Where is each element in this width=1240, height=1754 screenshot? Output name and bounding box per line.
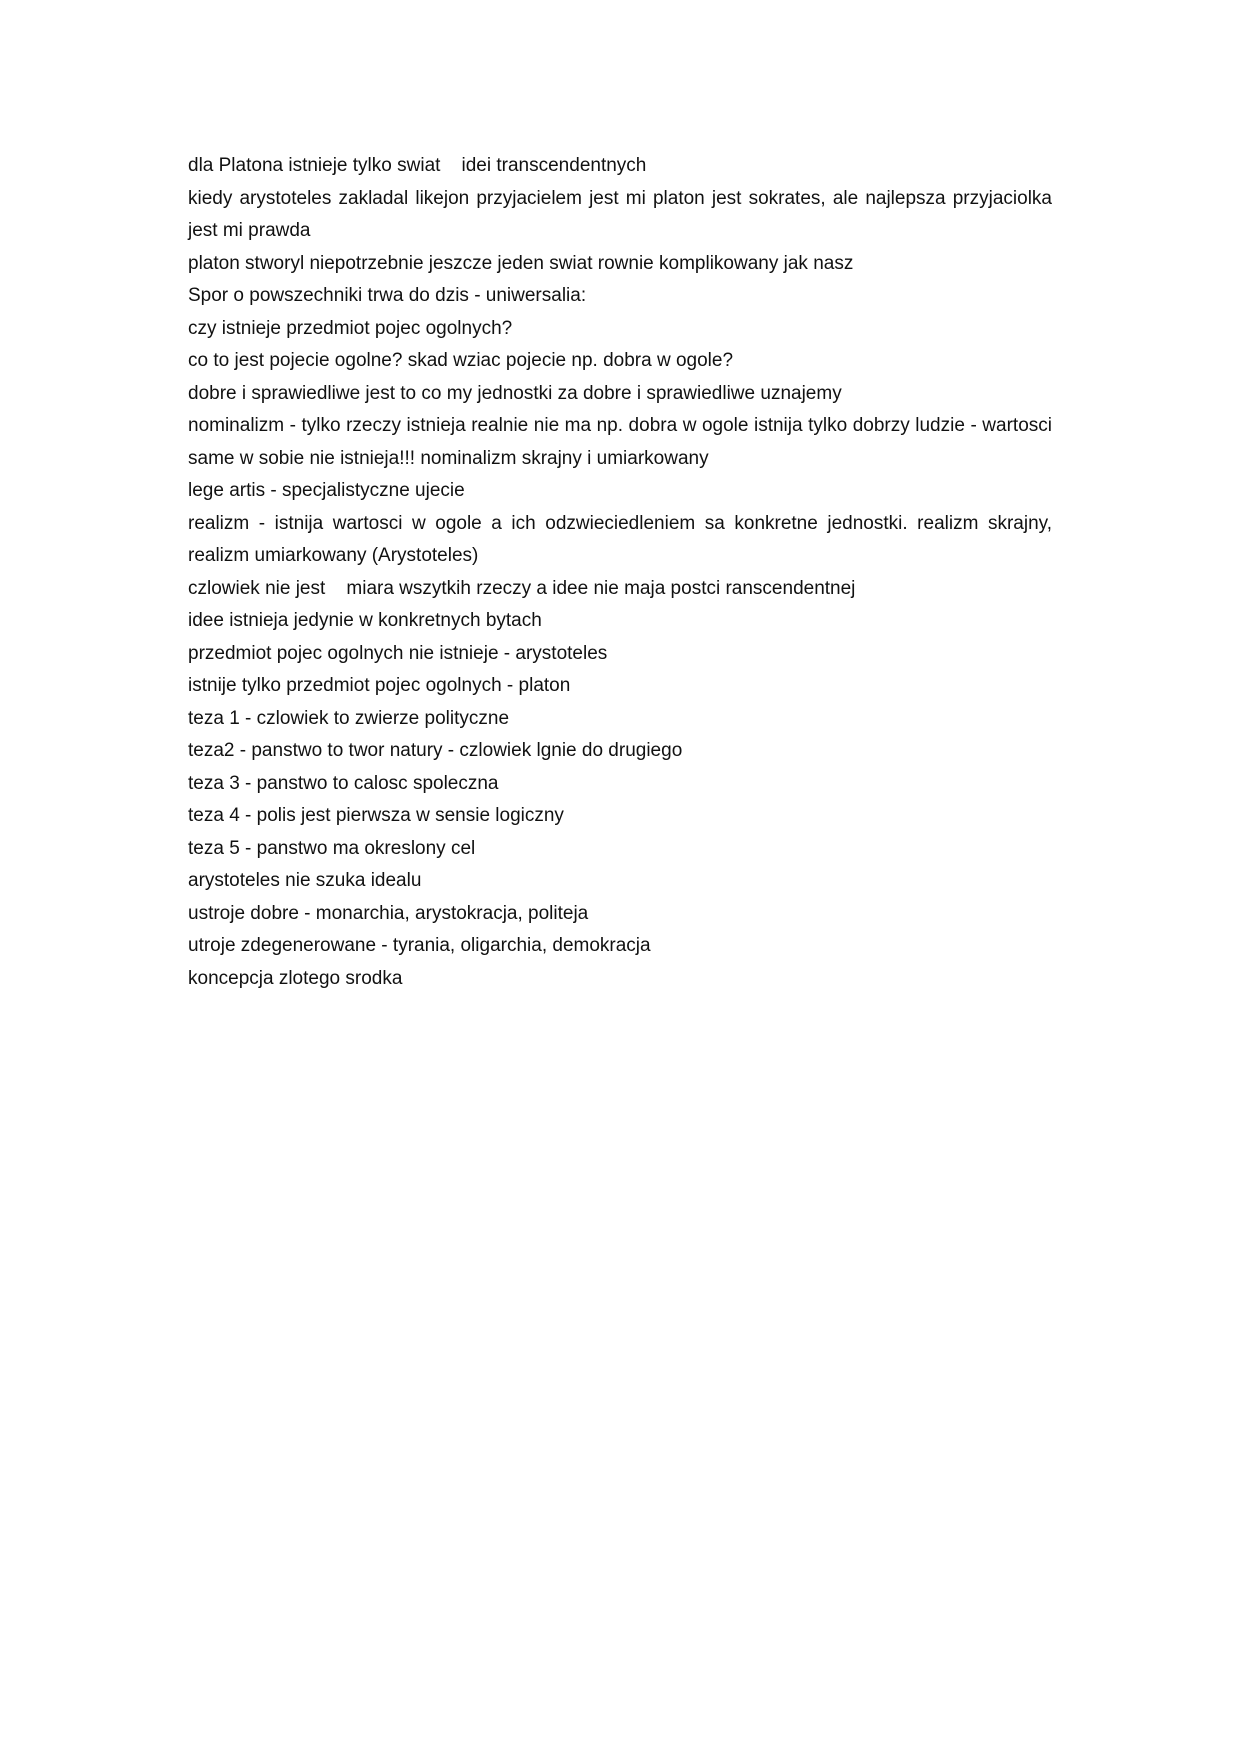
paragraph: Spor o powszechniki trwa do dzis - uniwersalia: [188, 285, 587, 306]
paragraph: arystoteles nie szuka idealu [188, 870, 422, 891]
paragraph: ustroje dobre - monarchia, arystokracja, politeja [188, 902, 589, 924]
paragraph: dla Platona istnieje tylko swiat idei transcendentnych [188, 155, 647, 176]
paragraph: koncepcja zlotego srodka [188, 967, 403, 989]
paragraph: lege artis - specjalistyczne ujecie [188, 480, 465, 501]
paragraph: teza2 - panstwo to twor natury - czlowiek lgnie do drugiego [188, 740, 683, 761]
document-body [188, 150, 1058, 995]
paragraph: kiedy arystoteles zakladal likejon przyjacielem jest mi platon jest sokrates, ale najlepsza przyjaciolka jest mi prawda [188, 187, 1058, 241]
paragraph: utroje zdegenerowane - tyrania, oligarchia, demokracja [188, 935, 651, 956]
paragraph: co to jest pojecie ogolne? skad wziac pojecie np. dobra w ogole? [188, 350, 734, 371]
paragraph: czy istnieje przedmiot pojec ogolnych? [188, 317, 513, 339]
paragraph: istnije tylko przedmiot pojec ogolnych - platon [188, 675, 571, 696]
paragraph: teza 4 - polis jest pierwsza w sensie logiczny [188, 805, 564, 826]
paragraph: nominalizm - tylko rzeczy istnieja realnie nie ma np. dobra w ogole istnija tylko dobrzy ludzie - wartosci same w sobie nie istnieja!!! nominalizm skrajny i umiarkowany [188, 415, 1058, 469]
paragraph: platon stworyl niepotrzebnie jeszcze jeden swiat rownie komplikowany jak nasz [188, 252, 854, 274]
paragraph: czlowiek nie jest miara wszytkih rzeczy a idee nie maja postci ranscendentnej [188, 577, 856, 599]
paragraph: dobre i sprawiedliwe jest to co my jednostki za dobre i sprawiedliwe uznajemy [188, 382, 842, 404]
paragraph: realizm - istnija wartosci w ogole a ich odzwieciedleniem sa konkretne jednostki. realizm skrajny, realizm umiarkowany (Arystoteles) [188, 512, 1058, 566]
paragraph: teza 1 - czlowiek to zwierze polityczne [188, 707, 510, 729]
paragraph: idee istnieja jedynie w konkretnych bytach [188, 610, 542, 631]
paragraph: przedmiot pojec ogolnych nie istnieje - arystoteles [188, 642, 608, 664]
paragraph: teza 3 - panstwo to calosc spoleczna [188, 772, 499, 794]
paragraph: teza 5 - panstwo ma okreslony cel [188, 837, 476, 859]
